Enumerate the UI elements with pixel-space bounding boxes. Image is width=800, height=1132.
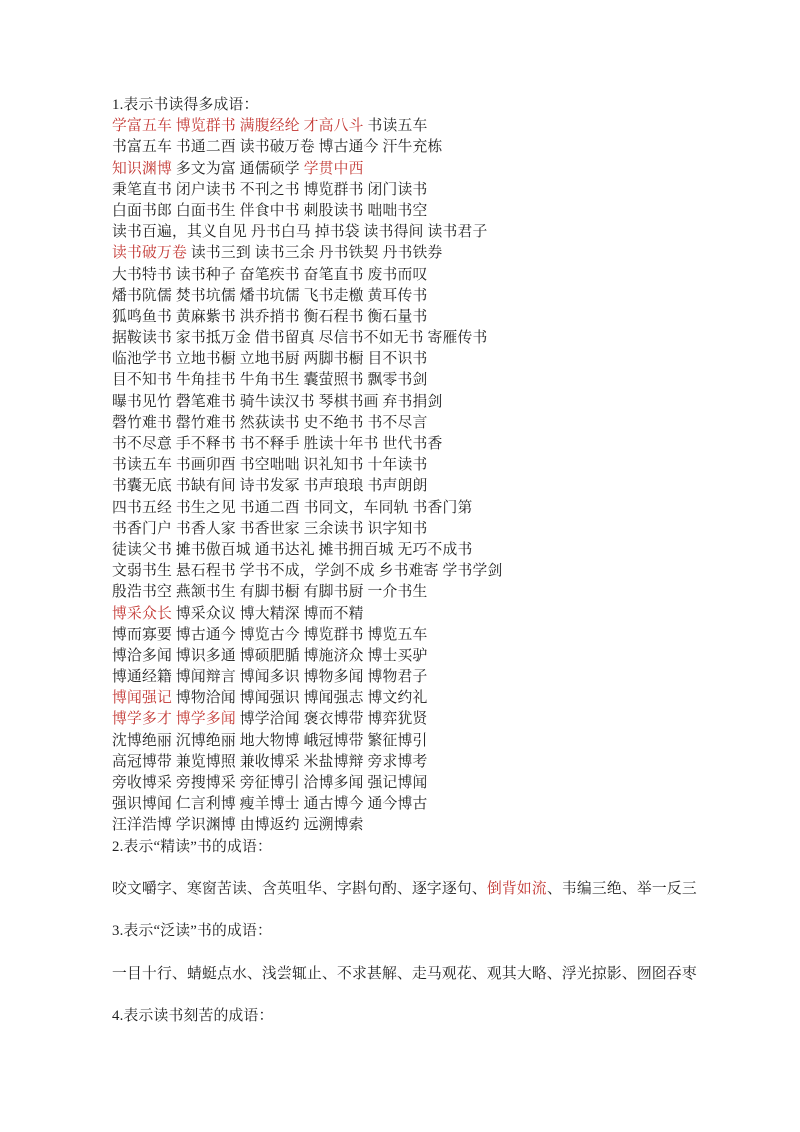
highlighted-idiom-text: 倒背如流 [486, 880, 547, 897]
idiom-text: 博通经籍 博闻辩言 博闻多识 博物多闻 博物君子 [112, 669, 428, 686]
idiom-line [112, 604, 752, 625]
idiom-text: 一目十行、蜻蜓点水、浅尝辄止、不求甚解、走马观花、观其大略、浮光掠影、囫囵吞枣 [112, 965, 697, 982]
idiom-text: 读书三到 读书三余 丹书铁契 丹书铁券 [187, 245, 443, 262]
idiom-text: 2.表示“精读”书的成语： [112, 838, 273, 855]
idiom-text: 四书五经 书生之见 书通二酉 书同文，车同轨 书香门第 [112, 499, 473, 516]
idiom-line [112, 773, 752, 794]
section-heading [112, 921, 752, 942]
idiom-line [112, 540, 752, 561]
highlighted-idiom-text: 博学多才 博学多闻 [112, 711, 236, 728]
idiom-line [112, 201, 752, 222]
idiom-line [112, 413, 752, 434]
idiom-text: 博学洽闻 褒衣博带 博弈犹贤 [235, 711, 428, 728]
highlighted-idiom-text: 知识渊博 [112, 160, 172, 177]
section-heading [112, 837, 752, 858]
idiom-text: 书富五车 书通二酉 读书破万卷 博古通今 汗牛充栋 [112, 139, 443, 156]
idiom-line [112, 646, 752, 667]
idiom-line [112, 370, 752, 391]
idiom-line [112, 392, 752, 413]
section-heading [112, 95, 752, 116]
idiom-line [112, 159, 752, 180]
idiom-line [112, 498, 752, 519]
idiom-line [112, 180, 752, 201]
idiom-text: 目不知书 牛角挂书 牛角书生 囊萤照书 飘零书剑 [112, 372, 428, 389]
idiom-text: 书不尽意 手不释书 书不释手 胜读十年书 世代书香 [112, 436, 443, 452]
idiom-text: 秉笔直书 闭户读书 不刊之书 博览群书 闭门读书 [112, 181, 428, 198]
idiom-text: 书香门户 书香人家 书香世家 三余读书 识字知书 [112, 520, 428, 537]
idiom-line [112, 519, 752, 540]
idiom-text: 咬文嚼字、寒窗苦读、含英咀华、字斟句酌、逐字逐句、 [112, 880, 487, 897]
idiom-line [112, 561, 752, 582]
idiom-text: 磬竹难书 罄竹难书 然荻读书 史不绝书 书不尽言 [112, 414, 428, 431]
idiom-text: 书囊无底 书缺有间 诗书发冢 书声琅琅 书声朗朗 [112, 478, 428, 495]
blank-line [112, 943, 752, 964]
document-text-block [112, 95, 752, 1027]
idiom-text: 沈博绝丽 沉博绝丽 地大物博 峨冠博带 繁征博引 [112, 732, 428, 749]
idiom-text: 1.表示书读得多成语： [112, 97, 259, 113]
idiom-text: 多文为富 通儒硕学 [172, 160, 304, 177]
idiom-line [112, 815, 752, 836]
section-heading [112, 1006, 752, 1027]
idiom-line [112, 349, 752, 370]
idiom-text: 曝书见竹 磬笔难书 骑牛读汉书 琴棋书画 弃书捐剑 [112, 393, 443, 410]
idiom-line [112, 116, 752, 137]
idiom-text: 博采众议 博大精深 博而不精 [172, 605, 364, 622]
idiom-text: 徒读父书 摊书傲百城 通书达礼 摊书拥百城 无巧不成书 [112, 541, 473, 558]
idiom-text: 汪洋浩博 学识渊博 由博返约 远溯博索 [112, 817, 364, 834]
idiom-text: 高冠博带 兼览博照 兼收博采 米盐博辩 旁求博考 [112, 753, 428, 770]
idiom-line [112, 476, 752, 497]
idiom-line [112, 137, 752, 158]
highlighted-idiom-text: 博闻强记 [112, 690, 172, 707]
idiom-text: 博洽多闻 博识多通 博硕肥腯 博施济众 博士买驴 [112, 647, 428, 664]
idiom-line [112, 625, 752, 646]
blank-line [112, 858, 752, 879]
idiom-line [112, 307, 752, 328]
idiom-text: 大书特书 读书种子 奋笔疾书 奋笔直书 废书而叹 [112, 266, 428, 283]
idiom-text: 文弱书生 悬石程书 学书不成，学剑不成 乡书难寄 学书学剑 [112, 563, 503, 580]
idiom-text: 临池学书 立地书橱 立地书厨 两脚书橱 目不识书 [112, 351, 428, 368]
idiom-text: 殷浩书空 燕颔书生 有脚书橱 有脚书厨 一介书生 [112, 584, 428, 601]
highlighted-idiom-text: 学富五车 博览群书 满腹经纶 才高八斗 [112, 118, 364, 135]
idiom-line [112, 879, 752, 900]
idiom-line [112, 582, 752, 603]
idiom-line [112, 731, 752, 752]
idiom-text: 博物洽闻 博闻强识 博闻强志 博文约礼 [172, 690, 428, 707]
idiom-text: 白面书郎 白面书生 伴食中书 刺股读书 咄咄书空 [112, 202, 428, 219]
idiom-text: 、韦编三绝、举一反三 [546, 880, 697, 897]
idiom-line [112, 667, 752, 688]
idiom-text: 3.表示“泛读”书的成语： [112, 923, 273, 940]
idiom-line [112, 455, 752, 476]
idiom-text: 狐鸣鱼书 黄麻紫书 洪乔捎书 衡石程书 衡石量书 [112, 308, 428, 325]
idiom-text: 博而寡要 博古通今 博览古今 博览群书 博览五车 [112, 626, 428, 643]
idiom-line [112, 328, 752, 349]
idiom-line [112, 286, 752, 307]
idiom-text: 强识博闻 仁言利博 瘦羊博士 通古博今 通今博古 [112, 796, 428, 813]
idiom-text: 旁收博采 旁搜博采 旁征博引 洽博多闻 强记博闻 [112, 775, 428, 791]
idiom-line [112, 265, 752, 286]
idiom-line [112, 964, 752, 985]
idiom-text: 书读五车 书画卯酉 书空咄咄 识礼知书 十年读书 [112, 457, 428, 474]
idiom-text: 4.表示读书刻苦的成语： [112, 1008, 274, 1025]
idiom-line [112, 709, 752, 730]
blank-line [112, 985, 752, 1006]
highlighted-idiom-text: 学贯中西 [303, 160, 364, 177]
idiom-text: 读书百遍，其义自见 丹书白马 掉书袋 读书得间 读书君子 [112, 224, 488, 241]
idiom-text: 书读五车 [363, 118, 428, 135]
highlighted-idiom-text: 读书破万卷 [112, 245, 187, 262]
idiom-line [112, 688, 752, 709]
idiom-line [112, 434, 752, 455]
idiom-text: 据鞍读书 家书抵万金 借书留真 尽信书不如无书 寄雁传书 [112, 330, 488, 347]
idiom-text: 燔书阬儒 焚书坑儒 燔书坑儒 飞书走檄 黄耳传书 [112, 287, 428, 304]
idiom-line [112, 222, 752, 243]
idiom-line [112, 243, 752, 264]
blank-line [112, 900, 752, 921]
idiom-line [112, 752, 752, 773]
idiom-line [112, 794, 752, 815]
highlighted-idiom-text: 博采众长 [112, 605, 172, 622]
